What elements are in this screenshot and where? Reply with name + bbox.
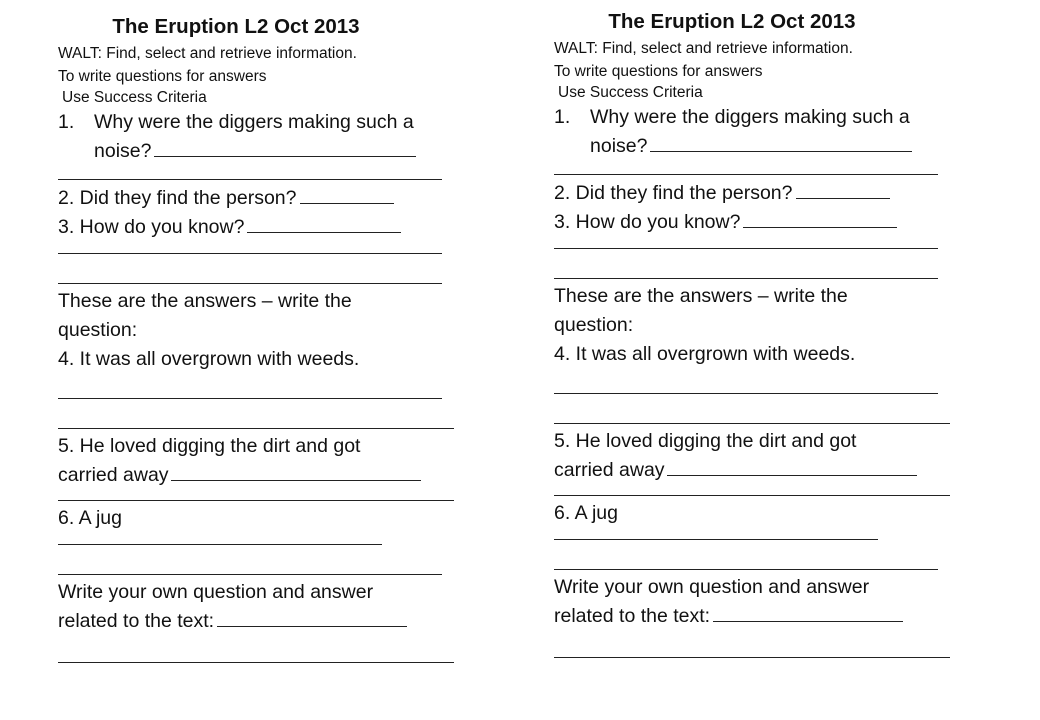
question-1 [554, 103, 974, 132]
question-1-text-line1: Why were the diggers making such a [590, 106, 910, 128]
to-write-text: To write questions for answers [554, 63, 763, 80]
question-2 [58, 184, 478, 213]
answer-blank[interactable] [667, 459, 917, 476]
question-1-text-line2: noise? [94, 140, 152, 162]
success-criteria-text: Use Success Criteria [62, 89, 207, 106]
success-criteria-text: Use Success Criteria [558, 84, 703, 101]
answer-line[interactable] [58, 428, 454, 429]
answer-blank[interactable] [217, 610, 407, 627]
answer-blank[interactable] [171, 464, 421, 481]
worksheet-title: The Eruption L2 Oct 2013 [608, 10, 856, 33]
worksheet-title: The Eruption L2 Oct 2013 [112, 15, 360, 38]
worksheet-left [58, 12, 478, 663]
answer-line[interactable] [554, 174, 938, 175]
own-question-text: related to the text: [58, 610, 215, 632]
question-5-line1: 5. He loved digging the dirt and got [554, 430, 857, 452]
answer-blank[interactable] [300, 187, 394, 204]
question-5-line1: 5. He loved digging the dirt and got [58, 435, 361, 457]
answers-intro-line2: question: [554, 314, 634, 336]
answer-line[interactable] [554, 657, 950, 658]
worksheet-right [554, 7, 974, 658]
own-question-text: related to the text: [554, 605, 711, 627]
answer-line[interactable] [58, 574, 442, 575]
answer-line[interactable] [58, 500, 454, 501]
question-5-line2 [554, 456, 974, 485]
question-1-number: 1. [554, 106, 571, 128]
answer-line[interactable] [554, 495, 950, 496]
question-1-line2 [58, 137, 478, 166]
answer-blank[interactable] [796, 182, 890, 199]
question-3-text: 3. How do you know? [554, 211, 741, 233]
question-3 [554, 208, 974, 237]
answer-line[interactable] [58, 398, 442, 399]
walt-text: WALT: Find, select and retrieve information. [58, 45, 357, 62]
question-2 [554, 179, 974, 208]
own-question-line1: Write your own question and answer [554, 576, 870, 598]
own-question-line2 [554, 602, 974, 631]
own-question-line2 [58, 607, 478, 636]
question-3 [58, 213, 478, 242]
answers-intro-line2: question: [58, 319, 138, 341]
question-2-text: 2. Did they find the person? [554, 182, 793, 204]
question-1-line2 [554, 132, 974, 161]
answer-line[interactable] [554, 278, 938, 279]
answer-blank[interactable] [713, 605, 903, 622]
question-1-text-line1: Why were the diggers making such a [94, 111, 414, 133]
answer-line[interactable] [554, 423, 950, 424]
question-1-text-line2: noise? [590, 135, 648, 157]
question-6: 6. A jug [554, 502, 618, 524]
answer-blank[interactable] [247, 216, 401, 233]
answer-line[interactable] [554, 539, 878, 540]
answer-line[interactable] [58, 283, 442, 284]
question-4: 4. It was all overgrown with weeds. [58, 348, 360, 370]
walt-text: WALT: Find, select and retrieve information. [554, 40, 853, 57]
answer-blank[interactable] [650, 135, 912, 152]
answer-line[interactable] [554, 393, 938, 394]
answer-line[interactable] [554, 248, 938, 249]
question-1-number: 1. [58, 111, 75, 133]
answer-line[interactable] [58, 179, 442, 180]
question-1 [58, 108, 478, 137]
answer-blank[interactable] [743, 211, 897, 228]
answer-line[interactable] [58, 253, 442, 254]
question-4: 4. It was all overgrown with weeds. [554, 343, 856, 365]
answer-line[interactable] [58, 544, 382, 545]
question-6: 6. A jug [58, 507, 122, 529]
answer-line[interactable] [58, 662, 454, 663]
own-question-line1: Write your own question and answer [58, 581, 374, 603]
question-5-text: carried away [58, 464, 169, 486]
answer-blank[interactable] [154, 140, 416, 157]
answer-line[interactable] [554, 569, 938, 570]
question-2-text: 2. Did they find the person? [58, 187, 297, 209]
answers-intro-line1: These are the answers – write the [58, 290, 352, 312]
question-5-line2 [58, 461, 478, 490]
question-3-text: 3. How do you know? [58, 216, 245, 238]
question-5-text: carried away [554, 459, 665, 481]
answers-intro-line1: These are the answers – write the [554, 285, 848, 307]
to-write-text: To write questions for answers [58, 68, 267, 85]
